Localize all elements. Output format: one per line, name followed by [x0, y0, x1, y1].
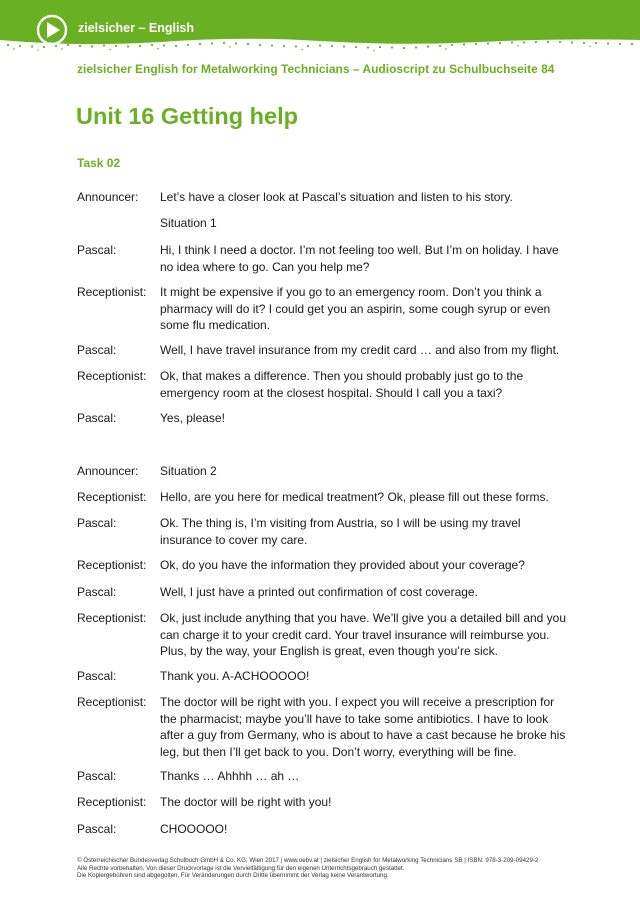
brand-name: zielsicher – English: [78, 21, 195, 35]
speaker: Receptionist:: [77, 285, 147, 299]
speaker: Receptionist:: [77, 558, 147, 572]
line-text: Thank you. A-ACHOOOOO!: [160, 669, 310, 683]
line-text: Well, I have travel insurance from my credit card … and also from my flight.: [160, 343, 560, 357]
document-header: zielsicher English for Metalworking Technicians – Audioscript zu Schulbuchseite 84: [77, 62, 555, 76]
line-text: Let’s have a closer look at Pascal’s situation and listen to his story.: [160, 190, 513, 204]
speaker: Pascal:: [77, 243, 117, 257]
speaker: Receptionist:: [77, 369, 147, 383]
speaker: Receptionist:: [77, 611, 147, 625]
line-text: Thanks … Ahhhh … ah …: [160, 769, 300, 783]
footer-line: © Österreichischer Bundesverlag Schulbuch GmbH & Co. KG, Wien 2017 | www.oebv.at | zielsicher English for Metalworking Technicians SB | ISBN: 978-3-209-09429-2: [77, 857, 539, 864]
line-text: Well, I just have a printed out confirmation of cost coverage.: [160, 585, 478, 599]
speaker: Pascal:: [77, 411, 117, 425]
line-text: Ok, do you have the information they provided about your coverage?: [160, 558, 525, 572]
unit-title: Unit 16 Getting help: [76, 103, 298, 129]
line-text: CHOOOOO!: [160, 822, 228, 836]
task-label: Task 02: [77, 156, 121, 170]
copyright-footer: [77, 857, 577, 880]
line-text: Ok. The thing is, I’m visiting from Austria, so I will be using my travel insurance to cover my care.: [160, 516, 521, 547]
line-text: Yes, please!: [160, 411, 225, 425]
line-text: Situation 2: [160, 464, 217, 478]
line-text: Ok, just include anything that you have. We’ll give you a detailed bill and you can charge it to your credit card. Your travel insurance will reimburse you. Plus, by the way, your English is great, even though you’re sick.: [160, 611, 567, 658]
line-text: Hello, are you here for medical treatment? Ok, please fill out these forms.: [160, 490, 549, 504]
speaker: Announcer:: [77, 190, 139, 204]
speaker: Receptionist:: [77, 490, 147, 504]
line-text: Situation 1: [160, 216, 217, 230]
footer-line: Alle Rechte vorbehalten. Von dieser Druckvorlage ist die Vervielfältigung für den eigenen Unterrichtsgebrauch gestattet.: [77, 864, 405, 872]
speaker: Announcer:: [77, 464, 139, 478]
speaker: Pascal:: [77, 585, 117, 599]
speaker: Receptionist:: [77, 795, 147, 809]
speaker: Pascal:: [77, 669, 117, 683]
line-text: Ok, that makes a difference. Then you should probably just go to the emergency room at the closest hospital. Should I call you a taxi?: [160, 369, 524, 400]
line-text: The doctor will be right with you!: [160, 795, 332, 809]
speaker: Pascal:: [77, 769, 117, 783]
header-banner: [0, 0, 640, 52]
line-text: Hi, I think I need a doctor. I’m not feeling too well. But I’m on holiday. I have no idea where to go. Can you help me?: [160, 243, 559, 274]
line-text: The doctor will be right with you. I expect you will receive a prescription for the pharmacist; maybe you’ll have to take some antibiotics. I have to look after a guy from Germany, who is about to have a cast because he broke his leg, but then I’ll get back to you. Don’t worry, everything will be fine.: [160, 695, 566, 759]
speaker: Pascal:: [77, 343, 117, 357]
speaker: Pascal:: [77, 516, 117, 530]
speaker: Receptionist:: [77, 695, 147, 709]
footer-line: Die Kopiergebühren sind abgegolten. Für Veränderungen durch Dritte übernimmt der Verlag keine Verantwortung.: [77, 872, 389, 880]
speaker: Pascal:: [77, 822, 117, 836]
line-text: It might be expensive if you go to an emergency room. Don’t you think a pharmacy will do it? I could get you an aspirin, some cough syrup or even some flu medication.: [160, 285, 551, 332]
